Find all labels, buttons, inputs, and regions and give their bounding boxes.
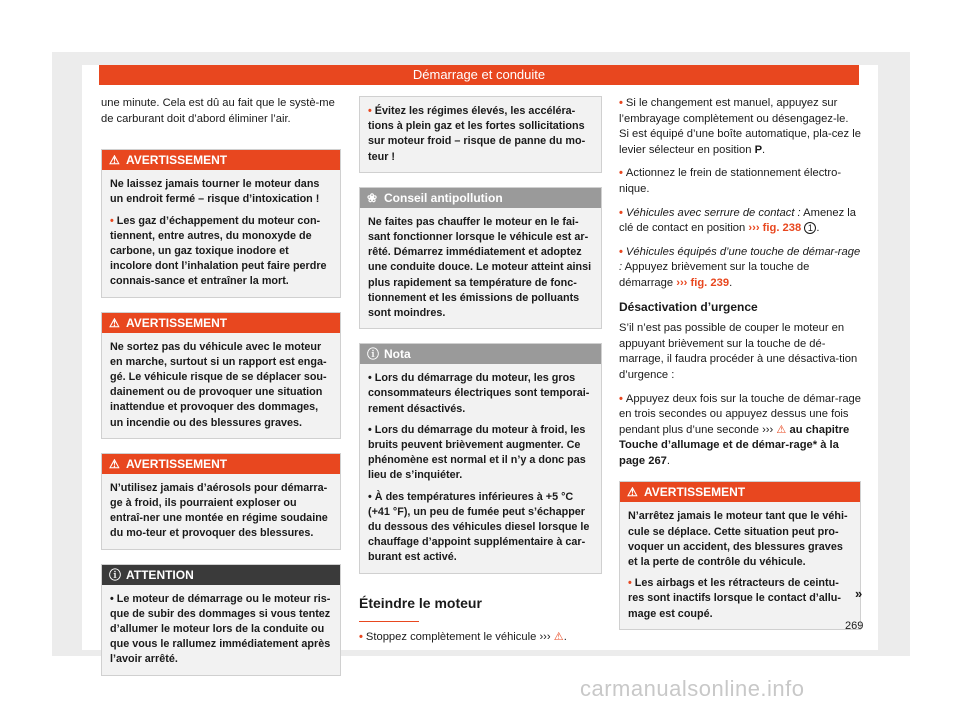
note-text: Lors du démarrage du moteur, les gros consommateurs électriques sont temporai-rement désactivés. [368,372,590,415]
attention-bullet [110,592,332,668]
warning-title: AVERTISSEMENT [126,315,228,330]
bullet-icon: • [619,167,623,180]
step-text: Amenez la clé de contact en position [619,206,857,235]
figure-callout: 1 [804,222,816,234]
leaf-icon: ❀ [367,190,378,205]
gear-position: P [754,143,763,156]
warning-box-3 [101,453,341,550]
warning-header-1 [102,150,340,170]
warning-header-right [620,482,860,502]
warning-bullet [628,576,852,622]
warning-triangle-icon: ⚠ [109,456,120,471]
warning-body-right [620,502,863,628]
eco-tip-box [359,187,602,329]
section-title [359,594,482,623]
warning-triangle-icon[interactable]: ⚠ [553,631,564,644]
bullet-icon: • [359,631,363,644]
info-circle-icon: ⓘ [109,567,122,582]
figure-link[interactable]: ››› fig. 238 [748,222,802,235]
warning-triangle-icon: ⚠ [109,153,120,168]
attention-text: Le moteur de démarrage ou le moteur ris-que de subir des dommages si vous tentez d’allumer le moteur lors de la conduite ou que vous le rallumez immédiatement après l’avoir arrêté. [110,592,331,666]
warning-text: Ne laissez jamais tourner le moteur dans un endroit fermé – risque d’intoxication ! [110,178,320,206]
note-box [359,343,602,573]
warning-body-1 [102,170,340,296]
warning-triangle-icon[interactable]: ⚠ [776,423,787,436]
intro-text: une minute. Cela est dû au fait que le systè-me de carburant doit d’abord éliminer l’air. [101,97,335,125]
warning-box-1 [101,149,341,297]
bullet-icon: • [110,592,114,605]
eco-tip-body [360,208,601,328]
column-left [101,96,341,690]
warning-text: N’utilisez jamais d’aérosols pour démarra-ge à froid, ils pourraient exploser ou entraî-ner une montée en régime soudaine du mo-teur et provoquer des blessures. [110,481,328,540]
step-condition: Véhicules équipés d’une touche de démar-rage : [619,245,861,274]
step-text: Appuyez brièvement sur la touche de démarrage [619,261,810,289]
warning-text: Ne sortez pas du véhicule avec le moteur en marche, surtout si un rapport est enga-gé. Le véhicule risque de se déplacer sou-dainement ou de provoquer une situation inattendue et provoquer des dommages, un incendie ou des blessures graves. [110,340,327,429]
warning-header-3 [102,454,340,474]
step-item [619,166,861,197]
attention-title: ATTENTION [126,567,194,582]
attention-body [102,585,340,675]
warning-box-right [619,481,861,629]
paragraph: S’il n’est pas possible de couper le moteur en appuyant brièvement sur la touche de dé-marrage, il faudra procéder à une désactiva-tion d’urgence : [619,322,858,381]
step-item: • Véhicules avec serrure de contact : Amenez la clé de contact en position ››› fig. 238 1 . [619,206,857,235]
attention-header [102,565,340,585]
note-header [360,344,601,364]
warning-header-2 [102,313,340,333]
warning-text: N’arrêtez jamais le moteur tant que le véhi-cule se déplace. Cette situation peut pro-voquer un accident, des blessures graves et la perte de contrôle du véhicule. [628,510,848,569]
warning-triangle-icon: ⚠ [109,315,120,330]
attention-box [101,564,341,676]
column-right [619,96,864,644]
bullet-icon: • [619,245,623,258]
eco-tip-text: Ne faites pas chauffer le moteur en le fai-sant fonctionner lorsque le véhicule est ar-rêté. Démarrez immédiatement et adoptez une conduite douce. Le moteur atteint ainsi plus rapidement sa température de fonc-tionnement et les émissions de polluants sont moindres. [368,215,592,320]
warning-continued-box [359,96,602,173]
step-text: Appuyez deux fois sur la touche de démar-rage en trois secondes ou appuyez dessus une fois pendant plus d’une seconde [619,392,861,436]
bullet-icon: • [110,214,114,227]
continued-mark: » [855,586,863,601]
bullet-icon: • [368,423,372,436]
eco-tip-header [360,188,601,208]
bullet-icon: • [368,105,372,117]
warning-body-3 [102,474,340,549]
bullet-icon: • [368,372,372,385]
step-item: • Si le changement est manuel, appuyez sur l’embrayage complètement ou désengagez-le. Si est équipé d’une boîte automatique, pla-cez le levier sélecteur en position P. [619,97,861,156]
step-text: Si le changement est manuel, appuyez sur l’embrayage complètement ou désengagez-le. Si est équipé d’une boîte automatique, pla-cez le levier sélecteur en position [619,97,861,156]
note-text: À des températures inférieures à +5 °C (+41 °F), un peu de fumée peut s’échapper du dessous des véhicules diesel lorsque le chauffage d’appoint supplémentaire à car-burant est activé. [368,490,590,564]
warning-bullet-text: Évitez les régimes élevés, les accéléra-tions à plein gaz et les fortes sollicitations sur moteur froid – risque de panne du mo-teur ! [368,105,586,163]
eco-tip-title: Conseil antipollution [384,190,503,205]
warning-body-2 [102,333,340,438]
page-number: 269 [845,620,864,632]
step-item: • Stoppez complètement le véhicule ››› ⚠. [359,631,567,644]
bullet-icon: • [628,577,632,590]
note-text: Lors du démarrage du moteur à froid, les bruits peuvent brièvement augmenter. Ce phénomène est normal et il n’y a donc pas lieu de s’inquiéter. [368,423,586,482]
warning-bullet-text: Les gaz d’échappement du moteur con-tiennent, entre autres, du monoxyde de carbone, un gaz toxique inodore et incolore dont l’inhalation peut faire perdre connais-sance et entraîner la mort. [110,214,327,288]
note-bullet [368,490,593,566]
warning-bullet [110,214,332,290]
bullet-icon: • [619,392,623,405]
warning-title: AVERTISSEMENT [126,456,228,471]
warning-bullet [368,104,593,165]
bullet-icon: • [619,206,623,219]
chapter-reference[interactable]: au chapitre Touche d’allumage et de démar-rage* à la page 267 [619,423,850,467]
step-text: Actionnez le frein de stationnement électro-nique. [619,167,842,195]
step-text: Stoppez complètement le véhicule [365,631,537,644]
warning-triangle-icon: ⚠ [627,485,638,500]
column-middle [359,96,602,654]
warning-bullet-text: Les airbags et les rétracteurs de ceintu-res sont inactifs lorsque le contact d’allu-mage est coupé. [628,577,841,620]
watermark: carmanualsonline.info [580,676,805,701]
cross-ref-arrow[interactable]: ››› [762,423,774,436]
note-bullet [368,371,593,417]
section-title-text: Éteindre le moteur [359,594,482,611]
bullet-icon: • [368,490,372,503]
page-header: Démarrage et conduite [99,65,859,85]
cross-ref-arrow[interactable]: ››› [539,631,551,644]
warning-continued-body [360,97,601,172]
note-body [360,364,601,572]
bullet-icon: • [619,97,623,109]
warning-title: AVERTISSEMENT [126,153,228,168]
step-item: • Appuyez deux fois sur la touche de démar-rage en trois secondes ou appuyez dessus une fois pendant plus d’une seconde ››› ⚠ au chapitre Touche d’allumage et de démar-rage* à la page 267. [619,392,861,467]
step-condition: Véhicules avec serrure de contact : [625,206,801,219]
note-bullet [368,423,593,484]
info-square-icon: ⓘ [367,347,380,362]
warning-title: AVERTISSEMENT [644,485,746,500]
subsection-title: Désactivation d’urgence [619,299,758,314]
warning-box-2 [101,312,341,439]
note-title: Nota [384,347,411,362]
figure-link[interactable]: ››› fig. 239 [676,276,730,289]
step-item: • Véhicules équipés d’une touche de démar-rage : Appuyez brièvement sur la touche de démarrage ››› fig. 239. [619,245,861,289]
